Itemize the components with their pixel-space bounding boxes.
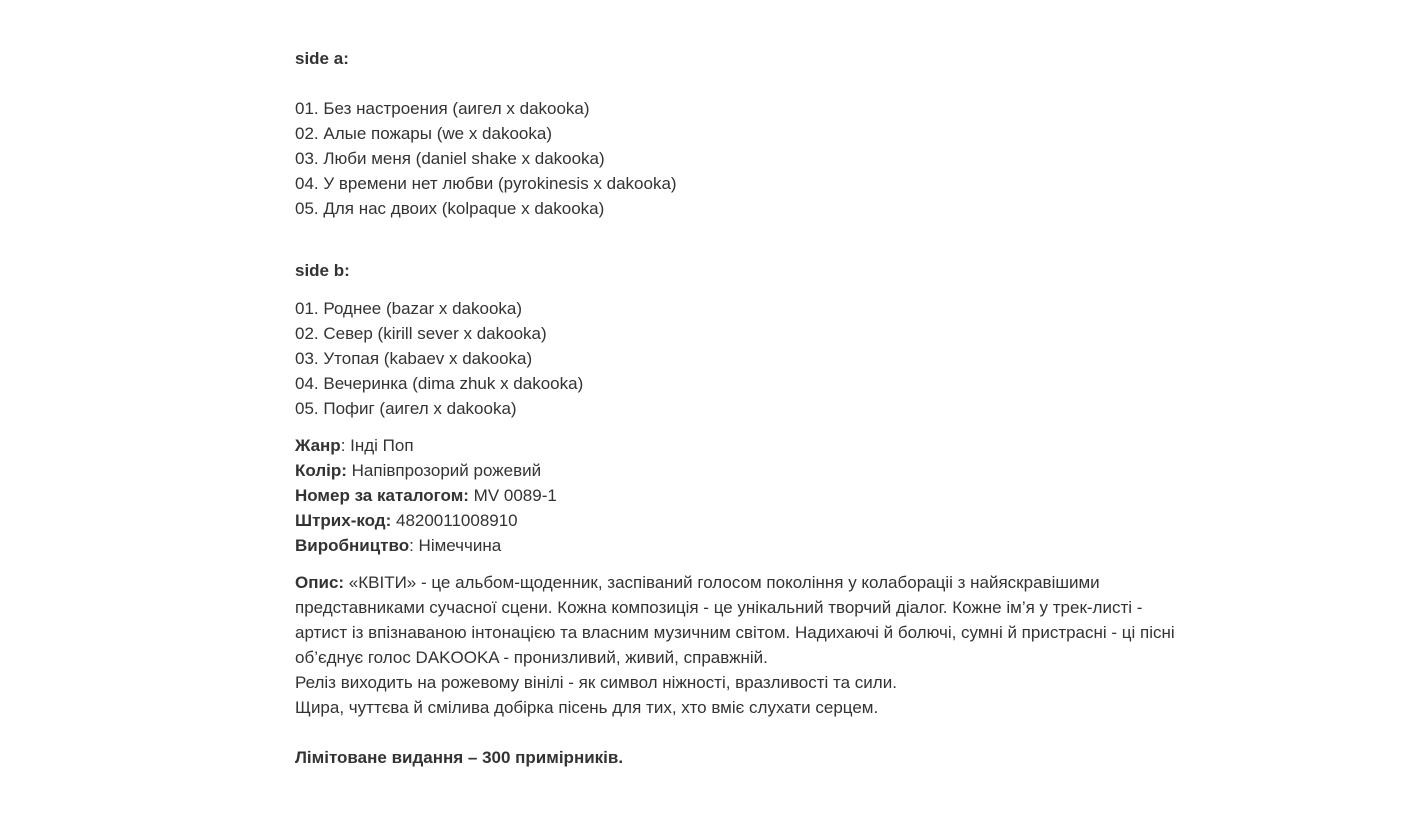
track-item: 01. Без настроения (аигел x dakooka) xyxy=(295,99,590,118)
track-item: 02. Алые пожары (we x dakooka) xyxy=(295,124,552,143)
track-item: 04. Вечеринка (dima zhuk x dakooka) xyxy=(295,374,584,393)
genre-row xyxy=(295,433,1175,458)
side-a-heading: side a: xyxy=(295,49,349,68)
barcode-label: Штрих-код: xyxy=(295,511,392,530)
genre-label: Жанр xyxy=(295,436,341,455)
catalog-label: Номер за каталогом: xyxy=(295,486,469,505)
track-item: 05. Для нас двоих (kolpaque x dakooka) xyxy=(295,199,605,218)
product-description xyxy=(295,46,1175,787)
color-label: Колір: xyxy=(295,461,347,480)
description-paragraph: Реліз виходить на рожевому вінілі - як символ ніжності, вразливості та сили. xyxy=(295,673,897,692)
track-item: 01. Роднее (bazar x dakooka) xyxy=(295,299,523,318)
side-b-heading: side b: xyxy=(295,261,350,280)
color-value: Напівпрозорий рожевий xyxy=(346,461,542,480)
catalog-value: MV 0089-1 xyxy=(468,486,557,505)
track-item: 03. Люби меня (daniel shake x dakooka) xyxy=(295,149,605,168)
description-paragraph: Щира, чуттєва й смілива добірка пісень для тих, хто вміє слухати серцем. xyxy=(295,698,879,717)
production-label: Виробництво xyxy=(295,536,410,555)
production-row xyxy=(295,533,1175,558)
description-label: Опис: xyxy=(295,573,345,592)
product-specs xyxy=(295,433,1175,558)
color-row xyxy=(295,458,1175,483)
catalog-row xyxy=(295,483,1175,508)
track-item: 03. Утопая (kabaev x dakooka) xyxy=(295,349,533,368)
production-value: : Німеччина xyxy=(409,536,502,555)
description-text: «КВІТИ» - це альбом-щоденник, заспіваний голосом покоління у колабораціі з найяскравішими представниками сучасної сцени. Кожна композиція - це унікальний творчий діалог. Кожне ім’я у трек-листі - артист із впізнаваною інтонацією та власним музичним світом. Надихаючі й болючі, сумні й пристрасні - ці пісні об’єднує голос DAKOOKA - пронизливий, живий, справжній. xyxy=(295,573,1175,667)
barcode-value: 4820011008910 xyxy=(391,511,518,530)
track-item: 04. У времени нет любви (pyrokinesis x dakooka) xyxy=(295,174,677,193)
description-block xyxy=(295,570,1175,720)
track-item: 05. Пофиг (аигел x dakooka) xyxy=(295,399,517,418)
genre-value: : Інді Поп xyxy=(340,436,414,455)
description-paragraph xyxy=(295,570,1175,670)
limited-edition-note: Лімітоване видання – 300 примірників. xyxy=(295,748,624,767)
barcode-row xyxy=(295,508,1175,533)
track-item: 02. Север (kirill sever x dakooka) xyxy=(295,324,547,343)
side-a-tracklist xyxy=(295,96,1175,221)
side-b-tracklist xyxy=(295,296,1175,421)
